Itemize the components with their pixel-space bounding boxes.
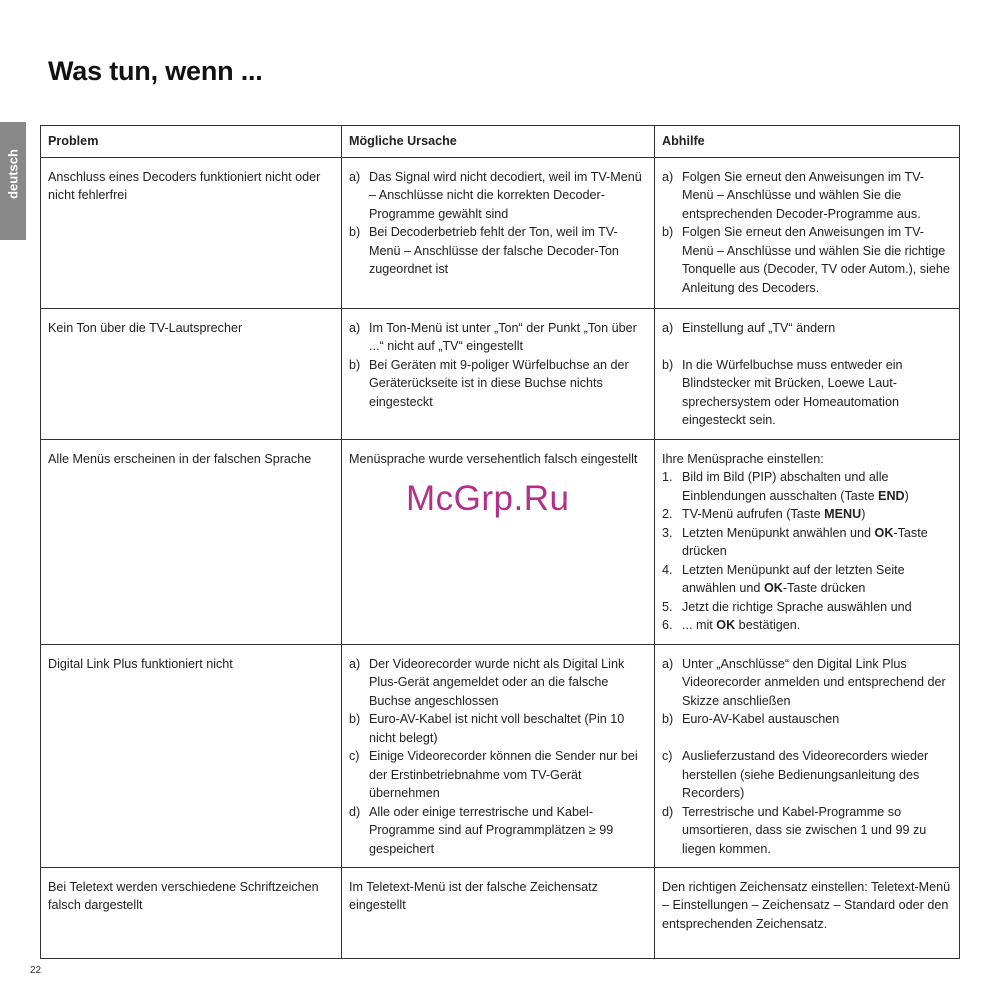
- item-text: Auslieferzustand des Videorecorders wieder herstellen (siehe Bedienungsanleitung des Recorders): [682, 749, 929, 800]
- item-marker: 3.: [662, 525, 673, 540]
- list-item: [662, 223, 952, 297]
- remedy-cell: [655, 644, 960, 867]
- item-text: Der Videorecorder wurde nicht als Digital Link Plus-Gerät angemeldet oder an die falsche Buchse angeschlossen: [369, 656, 625, 708]
- cause-cell: [342, 644, 655, 867]
- table-row: [41, 867, 960, 958]
- item-text: Letzten Menüpunkt anwählen und: [682, 525, 875, 540]
- list-item: [662, 710, 952, 729]
- remedy-cell: Den richtigen Zeichensatz einstellen: Teletext-Menü – Einstellungen – Zeichensatz – Standard oder den entsprechenden Zeichensatz.: [655, 867, 960, 958]
- cause-cell: Menüsprache wurde versehentlich falsch eingestellt: [342, 439, 655, 644]
- item-text: Einige Videorecorder können die Sender nur bei der Erstinbetriebnahme vom TV-Gerät übernehmen: [369, 749, 638, 800]
- list-item: [662, 319, 952, 338]
- item-text: Terrestrische und Kabel-Programme so umsortieren, dass sie zwischen 1 und 99 zu liegen kommen.: [682, 804, 927, 856]
- item-marker: a): [662, 320, 674, 335]
- problem-cell: Anschluss eines Decoders funktioniert nicht oder nicht fehlerfrei: [41, 157, 342, 308]
- problem-cell: Alle Menüs erscheinen in der falschen Sprache: [41, 439, 342, 644]
- list-item: [349, 655, 647, 711]
- item-tail: ): [904, 488, 909, 503]
- key-label: END: [878, 488, 905, 503]
- table-row: [41, 157, 960, 308]
- key-label: OK: [716, 618, 736, 632]
- list-item: [349, 747, 647, 803]
- remedy-cell: [655, 308, 960, 439]
- key-label: MENU: [824, 507, 862, 521]
- item-tail: -Taste drücken: [782, 581, 866, 595]
- list-item: [662, 561, 952, 598]
- problem-cell: Kein Ton über die TV-Lautsprecher: [41, 308, 342, 439]
- list-item: [349, 223, 647, 279]
- header-remedy: Abhilfe: [655, 126, 960, 158]
- header-problem: Problem: [41, 126, 342, 158]
- item-text: Das Signal wird nicht decodiert, weil im TV-Menü – Anschlüsse nicht die korrekten Decoder-Programme gewählt sind: [369, 169, 642, 221]
- item-text: ... mit: [682, 618, 717, 632]
- table-row: [41, 308, 960, 439]
- cause-cell: Im Teletext-Menü ist der falsche Zeichensatz eingestellt: [342, 867, 655, 958]
- item-tail: ): [861, 507, 866, 521]
- item-marker: b): [662, 357, 674, 372]
- table-row: [41, 644, 960, 867]
- item-text: Jetzt die richtige Sprache auswählen und: [682, 599, 912, 614]
- list-item: [662, 803, 952, 859]
- item-marker: a): [662, 656, 674, 671]
- list-item: [349, 710, 647, 747]
- item-text: Bei Geräten mit 9-poliger Würfelbuchse an der Geräterückseite ist in diese Buchse nichts eingesteckt: [369, 357, 629, 409]
- cause-cell: [342, 308, 655, 439]
- item-text: Einstellung auf „TV“ ändern: [682, 320, 836, 335]
- item-text: Euro-AV-Kabel ist nicht voll beschaltet (Pin 10 nicht belegt): [369, 712, 625, 745]
- item-text: TV-Menü aufrufen (Taste: [682, 507, 825, 521]
- item-marker: b): [349, 225, 361, 239]
- list-item: [349, 319, 647, 356]
- item-marker: d): [662, 804, 674, 819]
- list-item: [662, 168, 952, 224]
- problem-cell: Bei Teletext werden verschiedene Schriftzeichen falsch dargestellt: [41, 867, 342, 958]
- item-text: Unter „Anschlüsse“ den Digital Link Plus Videorecorder anmelden und entsprechend der Skizze anschließen: [682, 656, 946, 708]
- list-item: [662, 468, 952, 505]
- item-marker: d): [349, 804, 361, 819]
- item-marker: a): [349, 656, 361, 671]
- key-label: OK: [763, 581, 783, 595]
- item-text: Alle oder einige terrestrische und Kabel-Programme sind auf Programmplätzen ≥ 99 gespeichert: [369, 804, 614, 856]
- cause-cell: [342, 157, 655, 308]
- troubleshooting-table: [40, 125, 960, 959]
- watermark: McGrp.Ru: [406, 479, 570, 518]
- list-item: [349, 356, 647, 412]
- item-marker: c): [349, 749, 360, 763]
- item-text: Folgen Sie erneut den Anweisungen im TV-Menü – Anschlüsse und wählen Sie die richtige Tonquelle aus (Decoder, TV oder Autom.), siehe Anleitung des Decoders.: [682, 225, 950, 295]
- table-row: [41, 439, 960, 644]
- item-text: Letzten Menüpunkt auf der letzten Seite anwählen und: [682, 562, 905, 595]
- item-marker: 1.: [662, 470, 673, 484]
- item-marker: b): [662, 225, 674, 239]
- item-marker: 5.: [662, 599, 673, 614]
- item-marker: b): [349, 357, 361, 372]
- remedy-cell: [655, 439, 960, 644]
- list-item: [662, 524, 952, 561]
- header-cause: Mögliche Ursache: [342, 126, 655, 158]
- item-text: Im Ton-Menü ist unter „Ton“ der Punkt „Ton über ...“ nicht auf „TV“ eingestellt: [369, 320, 637, 353]
- item-tail: -Taste drücken: [682, 525, 928, 558]
- list-item: [662, 356, 952, 430]
- list-item: [662, 505, 952, 524]
- table-header-row: [41, 126, 960, 158]
- item-tail: bestätigen.: [735, 618, 801, 632]
- remedy-cell: [655, 157, 960, 308]
- list-item: [662, 747, 952, 803]
- item-marker: b): [349, 712, 361, 726]
- language-side-tab: [0, 122, 26, 240]
- item-marker: 4.: [662, 562, 673, 577]
- language-side-tab-label: deutsch: [5, 149, 21, 199]
- list-item: [662, 598, 952, 617]
- page-title: Was tun, wenn ...: [48, 56, 263, 86]
- item-text: Folgen Sie erneut den Anweisungen im TV-Menü – Anschlüsse und wählen Sie die entsprechenden Decoder-Programme aus.: [682, 169, 924, 221]
- item-text: Bild im Bild (PIP) abschalten und alle Einblendungen ausschalten (Taste: [682, 470, 889, 503]
- page-number: 22: [30, 965, 42, 976]
- list-item: [662, 616, 952, 635]
- list-item: [349, 803, 647, 859]
- item-marker: a): [349, 169, 361, 184]
- item-text: Bei Decoderbetrieb fehlt der Ton, weil im TV-Menü – Anschlüsse der falsche Decoder-Ton zugeordnet ist: [369, 225, 619, 276]
- item-marker: 2.: [662, 507, 673, 521]
- item-marker: a): [662, 169, 674, 184]
- list-item: [349, 168, 647, 224]
- item-marker: c): [662, 749, 673, 763]
- item-marker: 6.: [662, 618, 673, 632]
- list-item: [662, 655, 952, 711]
- key-label: OK: [874, 525, 894, 540]
- remedy-intro: Ihre Menüsprache einstellen:: [662, 451, 824, 466]
- problem-cell: Digital Link Plus funktioniert nicht: [41, 644, 342, 867]
- item-text: Euro-AV-Kabel austauschen: [682, 712, 840, 726]
- item-text: In die Würfelbuchse muss entweder ein Blindstecker mit Brücken, Loewe Laut-sprechersystem oder Homeautomation eingesteckt sein.: [682, 357, 903, 427]
- item-marker: a): [349, 320, 361, 335]
- item-marker: b): [662, 712, 674, 726]
